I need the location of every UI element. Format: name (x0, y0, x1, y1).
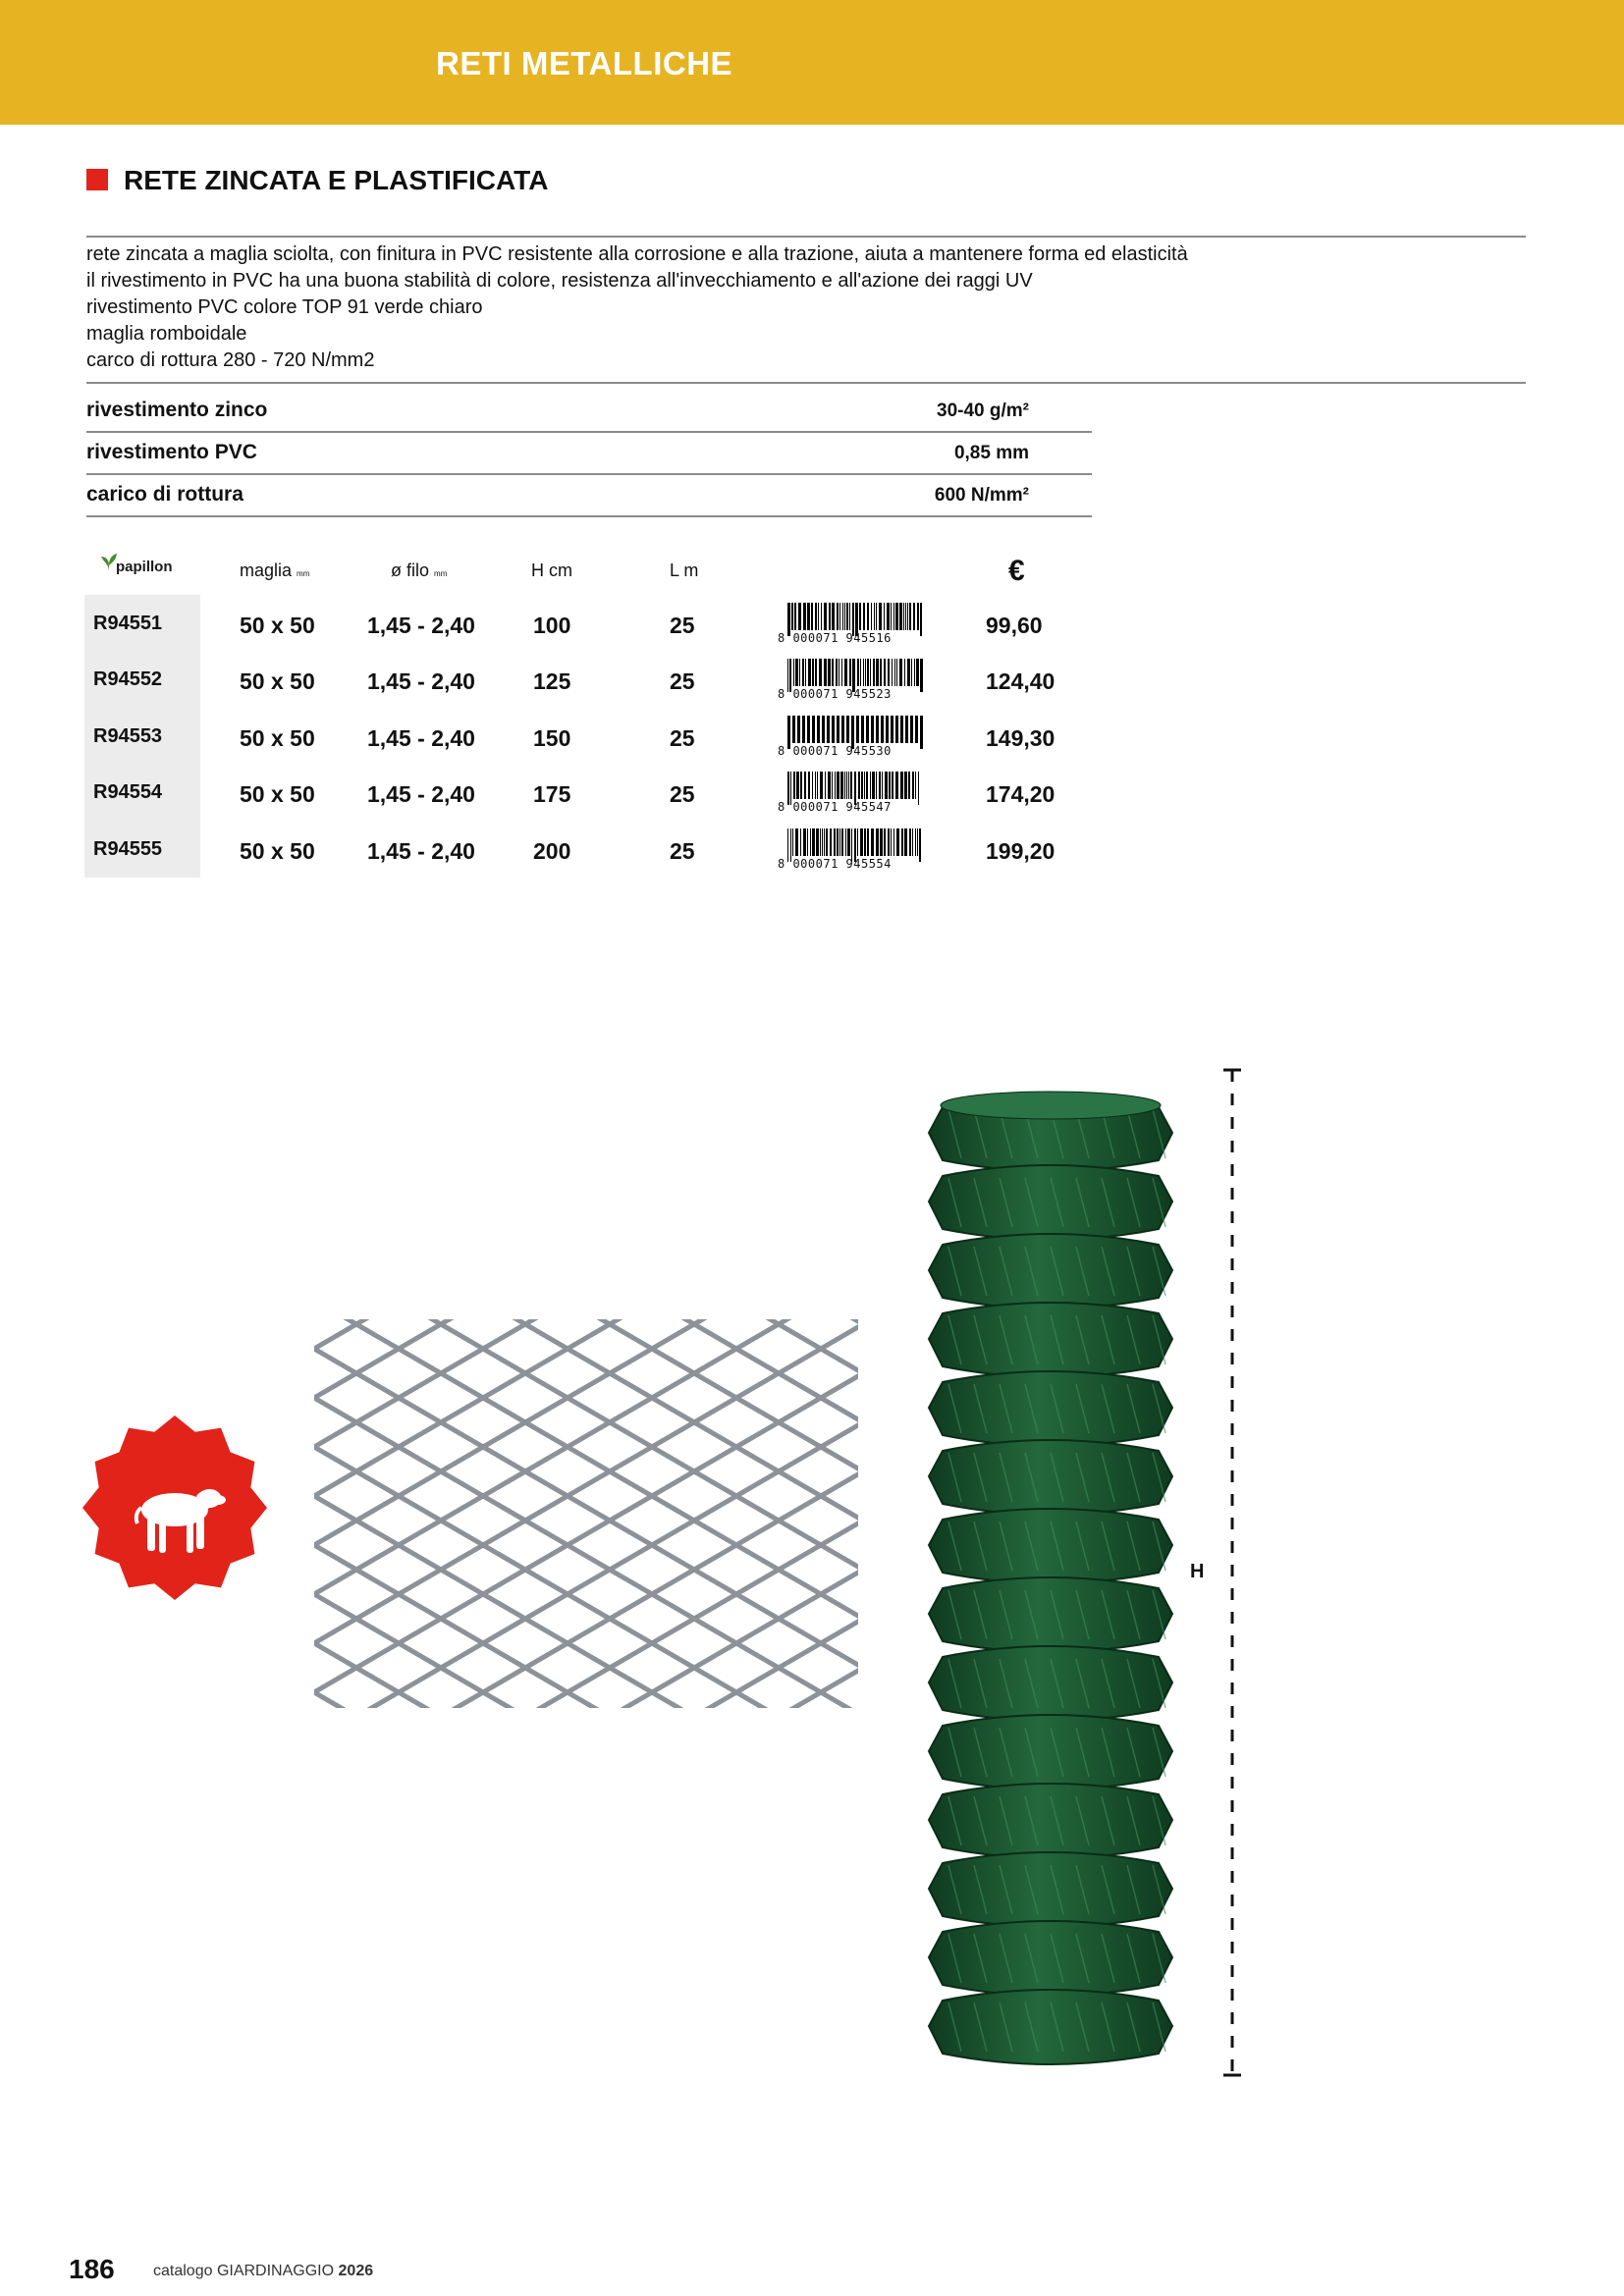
page-number: 186 (69, 2254, 115, 2284)
divider-description (86, 382, 1526, 384)
spec-value: 600 N/mm² (934, 485, 1029, 506)
spec-table (86, 391, 1092, 517)
mesh-size: 50 x 50 (240, 837, 315, 864)
mesh-size: 50 x 50 (240, 668, 315, 695)
spec-row (86, 391, 1092, 433)
description-line: maglia romboidale (86, 323, 247, 345)
price-value: 99,60 (986, 613, 1043, 638)
wire-diameter: 1,45 - 2,40 (367, 837, 475, 864)
column-header-l: L m (670, 561, 699, 580)
price-value: 174,20 (986, 781, 1056, 808)
height-dimension-line (1218, 1068, 1247, 2079)
section-title: RETE ZINCATA E PLASTIFICATA (124, 165, 549, 195)
description-line: carco di rottura 280 - 720 N/mm2 (86, 349, 375, 371)
spec-row (86, 475, 1092, 517)
product-row (0, 601, 1080, 657)
mesh-size: 50 x 50 (240, 781, 315, 808)
spec-label: rivestimento PVC (86, 441, 257, 463)
barcode-number: 8 000071 945516 (778, 631, 892, 645)
barcode-number: 8 000071 945530 (778, 743, 892, 758)
sheep-badge (81, 1414, 269, 1602)
product-row (0, 714, 1080, 770)
height-value: 200 (533, 837, 571, 864)
barcode-number: 8 000071 945523 (778, 687, 892, 702)
description-line: rete zincata a maglia sciolta, con finitura in PVC resistente alla corrosione e alla trazione, aiuta a mantenere forma ed elasticità (86, 243, 1188, 265)
mesh-size: 50 x 50 (240, 613, 315, 638)
spec-value: 30-40 g/m² (937, 400, 1029, 421)
description-line: il rivestimento in PVC ha una buona stabilità di colore, resistenza all'invecchiamento e all'azione dei raggi UV (86, 270, 1033, 292)
height-value: 100 (533, 613, 571, 638)
height-value: 125 (533, 668, 571, 695)
barcode-number: 8 000071 945547 (778, 800, 892, 815)
column-header-maglia (240, 561, 309, 581)
product-row (0, 657, 1080, 713)
wire-diameter: 1,45 - 2,40 (367, 781, 475, 808)
wire-diameter: 1,45 - 2,40 (367, 668, 475, 695)
wire-diameter: 1,45 - 2,40 (367, 613, 475, 638)
product-row (0, 770, 1080, 826)
column-header-unit: mm (434, 569, 448, 578)
divider-top (86, 236, 1526, 238)
product-description (86, 241, 1461, 374)
column-header-price: € (1008, 555, 1025, 587)
length-value: 25 (670, 837, 695, 864)
description-line: rivestimento PVC colore TOP 91 verde chiaro (86, 296, 483, 318)
spec-row (86, 433, 1092, 475)
length-value: 25 (670, 613, 695, 638)
product-code: R94553 (93, 724, 163, 747)
page-category-title: RETI METALLICHE (436, 45, 733, 81)
length-value: 25 (670, 668, 695, 695)
price-value: 199,20 (986, 837, 1056, 864)
height-dimension-label: H (1190, 1561, 1205, 1582)
length-value: 25 (670, 724, 695, 751)
footer-catalog-label: catalogo GIARDINAGGIO (153, 2263, 335, 2279)
green-mesh-roll-image (923, 1090, 1178, 2091)
length-value: 25 (670, 781, 695, 808)
column-header-label: ø filo (391, 561, 430, 580)
product-row (0, 827, 1080, 882)
barcode-number: 8 000071 945554 (778, 856, 892, 871)
column-header-unit: mm (297, 569, 310, 578)
chain-link-mesh-image (314, 1319, 858, 1708)
wire-diameter: 1,45 - 2,40 (367, 724, 475, 751)
spec-value: 0,85 mm (953, 443, 1029, 463)
price-value: 149,30 (986, 724, 1056, 751)
footer-catalog (153, 2263, 373, 2280)
product-code: R94555 (93, 837, 163, 860)
product-code: R94551 (93, 613, 163, 634)
height-value: 175 (533, 781, 571, 808)
product-code: R94554 (93, 781, 163, 804)
section-marker (86, 169, 108, 190)
brand-logo: papillon (116, 559, 173, 575)
footer-year: 2026 (338, 2263, 374, 2279)
column-header-filo (391, 561, 447, 581)
column-header-label: maglia (240, 561, 293, 580)
spec-label: rivestimento zinco (86, 399, 268, 421)
mesh-size: 50 x 50 (240, 724, 315, 751)
height-value: 150 (533, 724, 571, 751)
column-header-h: H cm (531, 561, 572, 580)
price-value: 124,40 (986, 668, 1056, 695)
product-code: R94552 (93, 668, 163, 691)
spec-label: carico di rottura (86, 483, 244, 506)
header-band (0, 0, 1624, 125)
